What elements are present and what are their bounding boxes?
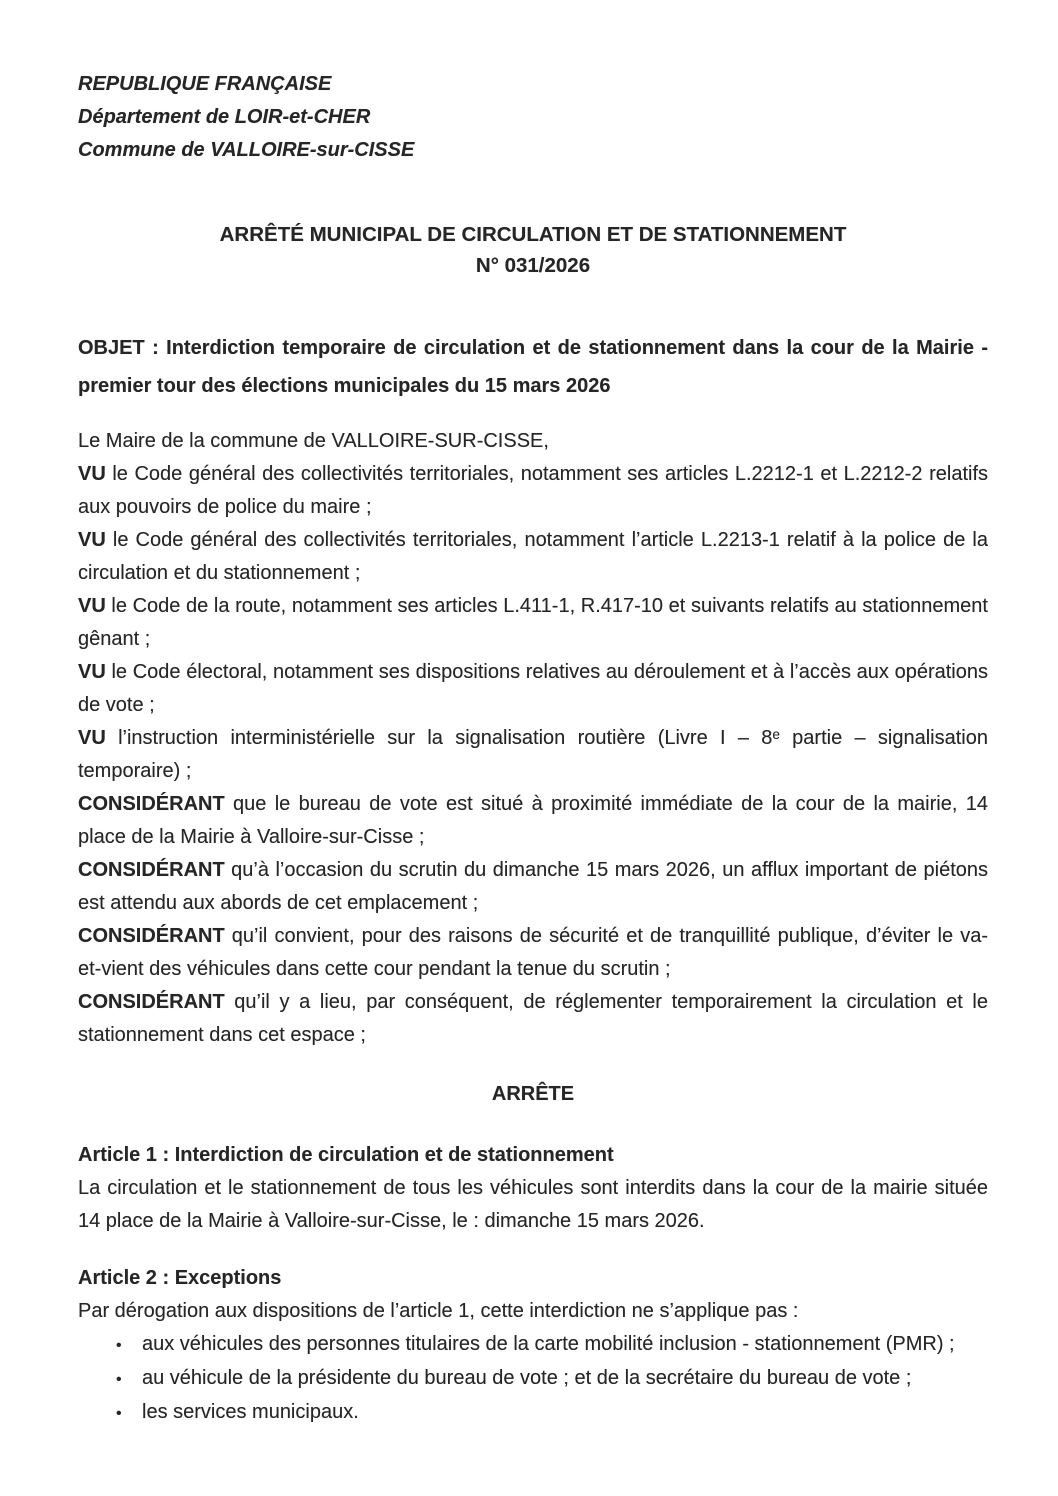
clause-lead: VU — [78, 661, 106, 683]
clause-text: le Code électoral, notamment ses dispositions relatives au déroulement et à l’accès aux opérations de vote ; — [78, 661, 988, 716]
article-2-intro: Par dérogation aux dispositions de l’article 1, cette interdiction ne s’applique pas : — [78, 1300, 799, 1322]
article-1-body: La circulation et le stationnement de tous les véhicules sont interdits dans la cour de la mairie située 14 place de la Mairie à Valloire-sur-Cisse, le : dimanche 15 mars 2026. — [78, 1177, 988, 1232]
clause-text: Le Maire de la commune de VALLOIRE-SUR-CISSE, — [78, 430, 549, 452]
clause-text: le Code général des collectivités territoriales, notamment ses articles L.2212-1 et L.2212-2 relatifs aux pouvoirs de police du maire ; — [78, 463, 988, 518]
article-1-heading: Article 1 : Interdiction de circulation et de stationnement — [78, 1144, 614, 1166]
preamble-paragraph — [78, 920, 988, 986]
article-1 — [78, 1139, 988, 1238]
letterhead — [78, 68, 988, 167]
bullet-icon: • — [116, 1405, 122, 1422]
list-item-text: au véhicule de la présidente du bureau de vote ; et de la secrétaire du bureau de vote ; — [142, 1367, 912, 1389]
clause-lead: CONSIDÉRANT — [78, 793, 225, 815]
clause-lead: VU — [78, 727, 106, 749]
arrete-heading: ARRÊTE — [491, 1083, 575, 1105]
preamble-paragraph — [78, 854, 988, 920]
document-title — [78, 219, 988, 281]
document-number: N° 031/2026 — [475, 254, 591, 277]
preamble-paragraph — [78, 458, 988, 524]
list-item — [78, 1396, 988, 1430]
preamble-paragraph — [78, 986, 988, 1052]
clause-text: que le bureau de vote est situé à proximité immédiate de la cour de la mairie, 14 place de la Mairie à Valloire-sur-Cisse ; — [78, 793, 988, 848]
bullet-icon: • — [116, 1371, 122, 1388]
preamble-paragraph — [78, 656, 988, 722]
clause-lead: VU — [78, 529, 106, 551]
clause-text: qu’à l’occasion du scrutin du dimanche 15 mars 2026, un afflux important de piétons est attendu aux abords de cet emplacement ; — [78, 859, 988, 914]
clause-text: l’instruction interministérielle sur la signalisation routière (Livre I – 8ᵉ partie – signalisation temporaire) ; — [78, 727, 988, 782]
list-item-text: aux véhicules des personnes titulaires de la carte mobilité inclusion - stationnement (PMR) ; — [142, 1333, 955, 1355]
list-item — [78, 1362, 988, 1396]
letterhead-commune: Commune de VALLOIRE-sur-CISSE — [78, 139, 415, 161]
clause-text: qu’il y a lieu, par conséquent, de réglementer temporairement la circulation et le stationnement dans cet espace ; — [78, 991, 988, 1046]
exceptions-list — [78, 1328, 988, 1430]
clause-text: le Code général des collectivités territoriales, notamment l’article L.2213-1 relatif à la police de la circulation et du stationnement ; — [78, 529, 988, 584]
article-2 — [78, 1262, 988, 1430]
objet-paragraph: OBJET : Interdiction temporaire de circulation et de stationnement dans la cour de la Mairie - premier tour des élections municipales du 15 mars 2026 — [78, 337, 988, 397]
preamble-paragraph — [78, 722, 988, 788]
clause-lead: CONSIDÉRANT — [78, 991, 225, 1013]
list-item-text: les services municipaux. — [142, 1401, 359, 1423]
list-item — [78, 1328, 988, 1362]
article-2-heading: Article 2 : Exceptions — [78, 1267, 282, 1289]
clause-lead: VU — [78, 463, 106, 485]
preamble-paragraph — [78, 788, 988, 854]
letterhead-department: Département de LOIR-et-CHER — [78, 106, 371, 128]
preamble-paragraph — [78, 425, 988, 458]
preamble-paragraph — [78, 524, 988, 590]
clause-text: le Code de la route, notamment ses articles L.411-1, R.417-10 et suivants relatifs au stationnement gênant ; — [78, 595, 988, 650]
clause-text: qu’il convient, pour des raisons de sécurité et de tranquillité publique, d’éviter le va-et-vient des véhicules dans cette cour pendant la tenue du scrutin ; — [78, 925, 988, 980]
clause-lead: CONSIDÉRANT — [78, 859, 225, 881]
clause-lead: VU — [78, 595, 106, 617]
document-title-line: ARRÊTÉ MUNICIPAL DE CIRCULATION ET DE STATIONNEMENT — [219, 223, 847, 246]
preamble-paragraph — [78, 590, 988, 656]
bullet-icon: • — [116, 1337, 122, 1354]
letterhead-republic: REPUBLIQUE FRANÇAISE — [78, 73, 332, 95]
clause-lead: CONSIDÉRANT — [78, 925, 225, 947]
preamble — [78, 425, 988, 1052]
